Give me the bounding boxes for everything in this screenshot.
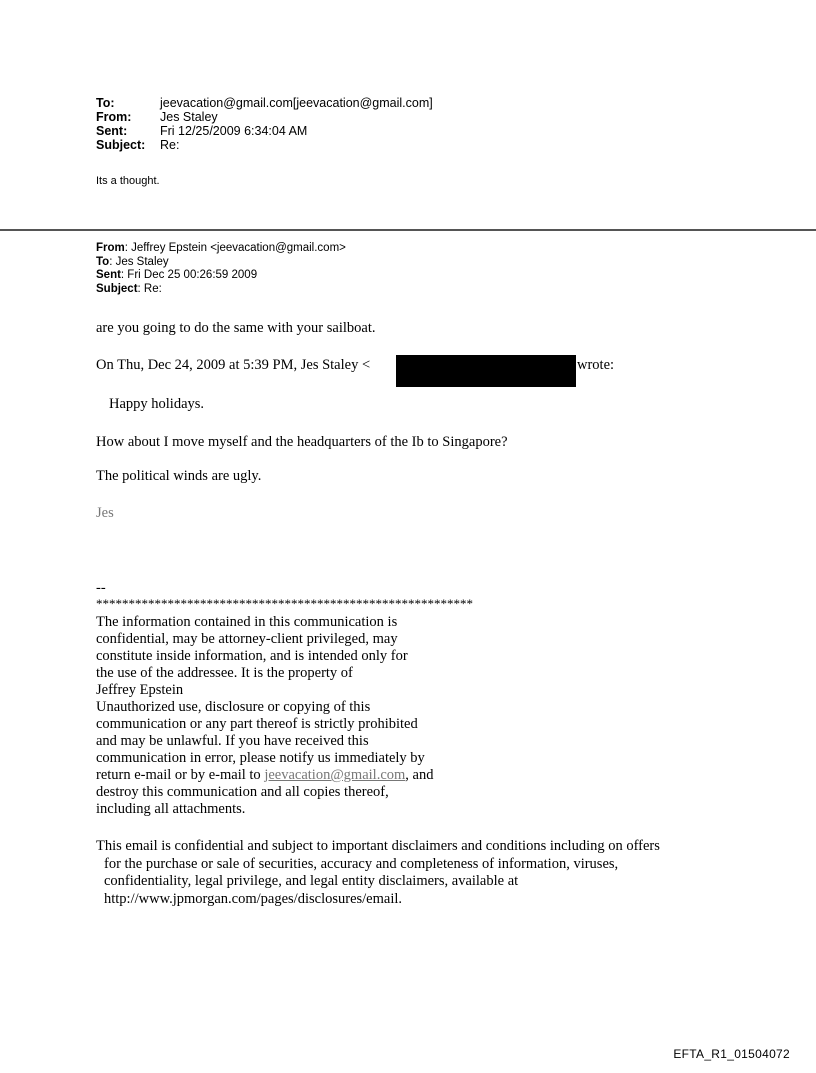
signature: Jes	[96, 505, 114, 521]
disclaimer-line: constitute inside information, and is intended only for	[96, 648, 408, 664]
quote-suffix: wrote:	[577, 357, 615, 373]
jpmorgan-footer	[96, 838, 660, 908]
header-to-row	[96, 96, 433, 110]
fwd-from-value: : Jeffrey Epstein <jeevacation@gmail.com>	[124, 242, 346, 254]
disclaimer-line: including all attachments.	[96, 801, 246, 817]
disclaimer-line: communication or any part thereof is strictly prohibited	[96, 716, 418, 732]
to-label: To:	[96, 96, 115, 110]
fwd-to-label: To	[96, 255, 110, 268]
asterisk-separator: **********************************************************	[96, 596, 473, 611]
fwd-to-value: : Jes Staley	[109, 255, 169, 268]
disclaimer-line: The information contained in this communication is	[96, 614, 398, 630]
to-value: jeevacation@gmail.com[jeevacation@gmail.com]	[160, 96, 433, 110]
sent-label: Sent:	[96, 124, 128, 138]
disclaimer-line: confidential, may be attorney-client privileged, may	[96, 631, 398, 647]
political-line: The political winds are ugly.	[96, 468, 262, 484]
header-from-row	[96, 110, 433, 124]
email-prefix: return e-mail or by e-mail to	[96, 767, 265, 783]
subject-value: Re:	[160, 138, 180, 152]
footer-line: for the purchase or sale of securities, accuracy and completeness of information, viruses,	[104, 855, 619, 872]
header-subject-row	[96, 138, 433, 152]
disclaimer-line: Unauthorized use, disclosure or copying of this	[96, 699, 371, 715]
confidentiality-disclaimer	[96, 614, 433, 818]
forwarded-header	[96, 242, 346, 296]
fwd-sent-value: : Fri Dec 25 00:26:59 2009	[120, 269, 258, 281]
disclaimer-email-line	[96, 767, 433, 784]
fwd-to-row	[96, 256, 346, 270]
fwd-sent-row	[96, 269, 346, 283]
fwd-sent-label: Sent	[96, 269, 121, 281]
intro-text: Its a thought.	[96, 175, 160, 187]
fwd-subject-label: Subject	[96, 282, 138, 295]
from-value: Jes Staley	[160, 110, 218, 124]
fwd-from-label: From	[96, 242, 125, 254]
footer-line: confidentiality, legal privilege, and legal entity disclaimers, available at	[104, 873, 519, 889]
disclaimer-line: destroy this communication and all copies thereof,	[96, 784, 389, 800]
greeting-line: Happy holidays.	[109, 396, 205, 412]
disclaimer-line: Jeffrey Epstein	[96, 682, 184, 698]
disclaimer-line: and may be unlawful. If you have received this	[96, 733, 369, 749]
sent-value: Fri 12/25/2009 6:34:04 AM	[160, 124, 308, 138]
quote-intro-line	[96, 357, 370, 374]
fwd-from-row	[96, 242, 346, 256]
disclaimer-line: communication in error, please notify us immediately by	[96, 750, 425, 766]
email-suffix: , and	[405, 767, 434, 783]
fwd-subject-row	[96, 283, 346, 297]
email-link[interactable]: jeevacation@gmail.com	[264, 767, 406, 783]
bates-number: EFTA_R1_01504072	[673, 1047, 790, 1061]
redaction-box	[396, 355, 576, 387]
body-line-sailboat: are you going to do the same with your sailboat.	[96, 320, 376, 336]
footer-line: http://www.jpmorgan.com/pages/disclosures/email.	[104, 890, 403, 907]
header-sent-row	[96, 124, 433, 138]
footer-line: This email is confidential and subject to important disclaimers and conditions including on offers	[96, 838, 660, 854]
fwd-subject-value: : Re:	[137, 282, 162, 295]
subject-label: Subject:	[96, 138, 146, 152]
from-label: From:	[96, 110, 132, 124]
quote-prefix: On Thu, Dec 24, 2009 at 5:39 PM, Jes Staley <	[96, 357, 371, 373]
question-line: How about I move myself and the headquarters of the Ib to Singapore?	[96, 434, 508, 450]
disclaimer-line: the use of the addressee. It is the property of	[96, 665, 353, 681]
email-header	[96, 96, 433, 152]
section-divider	[0, 229, 816, 231]
sig-dashes: --	[96, 580, 106, 596]
